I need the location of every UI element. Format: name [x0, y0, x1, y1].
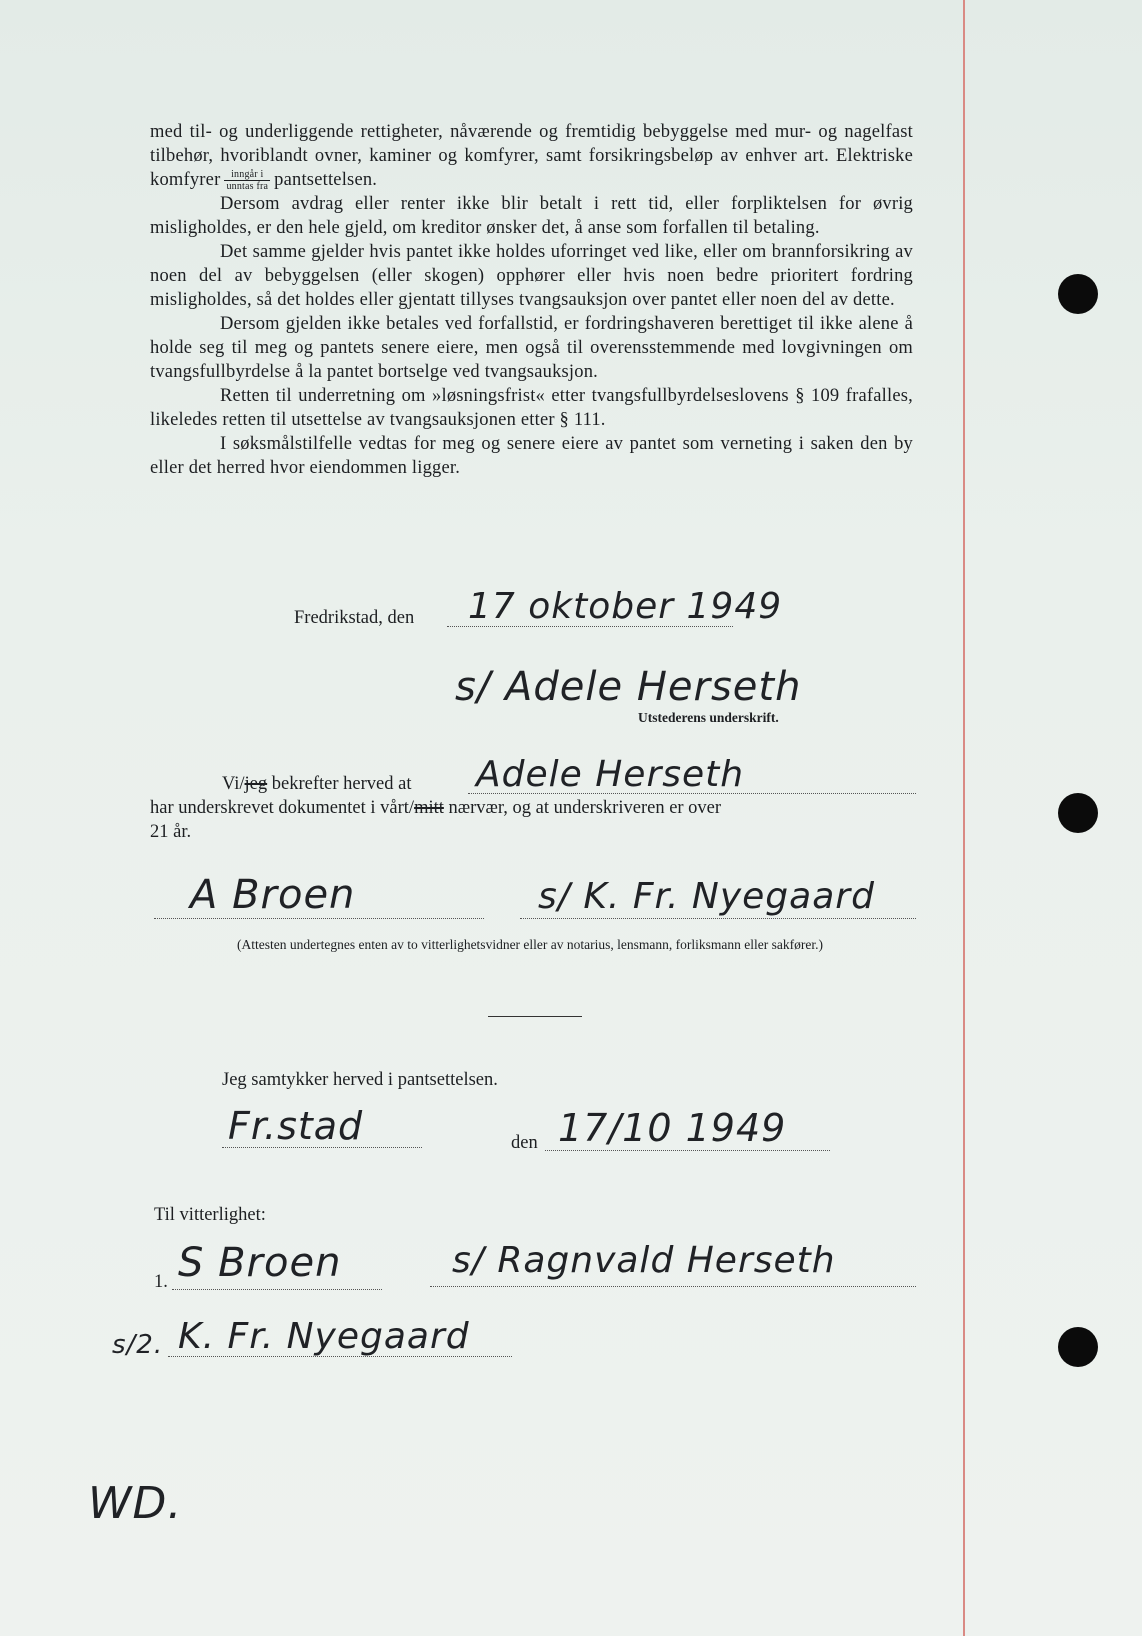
witness-line-left [154, 918, 484, 919]
paragraph-text: pantsettelsen. [274, 170, 378, 190]
margin-rule [963, 0, 965, 1636]
paragraph-default: Dersom avdrag eller renter ikke blir betalt i rett tid, eller forpliktelsen for øvrig misligholdes, er den hele gjeld, om kreditor ønsker det, å anse som forfallen til betaling. [150, 194, 913, 239]
text-line2-pre: har underskrevet dokumentet i vårt/ [150, 798, 415, 818]
witness-1-line-right [430, 1286, 916, 1287]
consent-text: Jeg samtykker herved i pantsettelsen. [222, 1070, 498, 1090]
handwritten-confirmed-name: Adele Herseth [476, 754, 745, 795]
consent-den: den [511, 1133, 538, 1153]
witness-2-signature: K. Fr. Nyegaard [178, 1316, 470, 1357]
consent-date-line [545, 1150, 830, 1151]
witness-number-2: s/2. [112, 1330, 164, 1360]
handwritten-consent-date: 17/10 1949 [558, 1106, 787, 1150]
witness-line-right [520, 918, 916, 919]
paragraph-appurtenances [150, 120, 913, 192]
choice-fraction [224, 169, 270, 192]
handwritten-date: 17 oktober 1949 [468, 586, 783, 627]
punch-hole [1058, 1327, 1098, 1367]
witness-1-signature-right: s/ Ragnvald Herseth [452, 1240, 836, 1281]
text-bekrefter: bekrefter herved at [267, 774, 412, 794]
struck-mitt: mitt [414, 798, 444, 818]
paragraph-notice-waiver: Retten til underretning om »løsningsfrist« etter tvangsfullbyrdelseslovens § 109 frafalles, likeledes retten til utsettelse av tvangsauksjonen etter § 111. [150, 386, 913, 431]
witness-number-1: 1. [154, 1272, 168, 1292]
date-prefix: Fredrikstad, den [294, 608, 415, 628]
issuer-signature: s/ Adele Herseth [455, 664, 802, 710]
witness-1-signature-left: S Broen [178, 1240, 342, 1286]
handwritten-initials: WD. [88, 1478, 183, 1529]
handwritten-place: Fr.stad [228, 1104, 364, 1148]
struck-jeg: jeg [244, 774, 268, 794]
confirmation-line-3: 21 år. [150, 822, 192, 842]
fraction-bottom: unntas fra [226, 181, 269, 193]
witness-signature-right: s/ K. Fr. Nyegaard [538, 876, 875, 917]
mortgage-terms-text [150, 120, 913, 480]
witness-section-title: Til vitterlighet: [154, 1205, 266, 1225]
paragraph-venue: I søksmålstilfelle vedtas for meg og senere eiere av pantet som verneting i saken den by eller det herred hvor eiendommen ligger. [150, 434, 913, 479]
paragraph-maintenance: Det samme gjelder hvis pantet ikke holdes uforringet ved like, eller om brannforsikring av noen del av bebyggelsen (eller skogen) opphører eller hvis noen bedre prioritert fordring misligholdes, så det holdes eller gjentatt tillyses tvangsauksjon over pantet eller noen del av dette. [150, 242, 913, 311]
text-line2-post: nærvær, og at underskriveren er over [443, 798, 722, 818]
paragraph-enforcement: Dersom gjelden ikke betales ved forfallstid, er fordringshaveren berettiget til ikke alene å holde seg til meg og pantets senere eiere, men også til overensstemmende med lovgivningen om tvangsfullbyrdelse å la pantet bortselge ved tvangsauksjon. [150, 314, 913, 383]
issuer-signature-caption: Utstederens underskrift. [638, 710, 779, 725]
punch-hole [1058, 274, 1098, 314]
attestation-note: (Attesten undertegnes enten av to vitterlighetsvidner eller av notarius, lensmann, forliksmann eller sakfører.) [237, 937, 823, 952]
confirmation-line-1 [222, 774, 411, 795]
fraction-top: inngår i [224, 169, 270, 181]
witness-1-line-left [172, 1289, 382, 1290]
text-vi: Vi/ [222, 774, 245, 794]
separator-line [488, 1016, 582, 1017]
punch-hole [1058, 793, 1098, 833]
confirmation-line-2 [150, 798, 913, 819]
paragraph-text: med til- og underliggende rettigheter, nåværende og fremtidig bebyggelse med mur- og nagelfast tilbehør, hvoriblandt ovner, kaminer og komfyrer, samt forsikringsbeløp av enhver art. Elektriske komfyrer [150, 122, 913, 190]
witness-signature-left: A Broen [190, 872, 356, 918]
